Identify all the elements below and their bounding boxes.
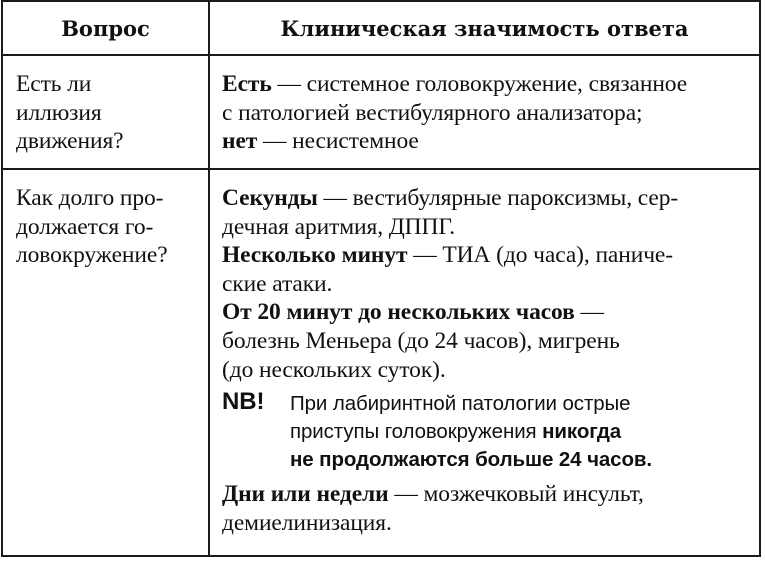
duration-item-seconds: [222, 184, 757, 241]
answer-line: [222, 70, 757, 99]
row1-question: [16, 70, 206, 156]
question-line: Есть ли: [16, 71, 92, 97]
question-line: должается го-: [16, 213, 154, 240]
column-divider: [208, 2, 210, 555]
answer-text: — мозжечковый инсульт,: [388, 481, 644, 508]
answer-line: [222, 99, 757, 128]
answer-text: — ТИА (до часа), паниче-: [407, 242, 673, 269]
nb-emphasis: никогда: [542, 420, 622, 444]
answer-text: — системное головокружение, связанное: [271, 71, 688, 97]
answer-text: ские атаки.: [222, 270, 333, 297]
question-line: ловокружение?: [16, 242, 168, 269]
nb-text: При лабиринтной патологии острые: [290, 392, 631, 416]
row-divider: [3, 168, 759, 170]
header-significance: Клиническая значимость ответа: [280, 16, 689, 41]
answer-line: [222, 127, 757, 156]
duration-item-hours: [222, 298, 757, 384]
answer-keyword: Есть: [222, 71, 272, 97]
answer-keyword: Несколько минут: [222, 242, 408, 269]
question-line: движения?: [16, 128, 124, 155]
answer-keyword: Дни или недели: [222, 481, 389, 508]
duration-item-days: [222, 480, 757, 537]
answer-text: (до нескольких суток).: [222, 356, 446, 383]
row2-answer: [222, 184, 757, 537]
answer-text: — вестибулярные пароксизмы, сер-: [317, 185, 679, 211]
question-line: Как долго про-: [16, 185, 164, 211]
header-question: Вопрос: [61, 16, 150, 41]
nb-note: [222, 390, 757, 474]
answer-text: дечная аритмия, ДППГ.: [222, 213, 456, 240]
clinical-table: [1, 0, 761, 557]
answer-keyword: От 20 минут до нескольких часов: [222, 299, 575, 326]
question-line: иллюзия: [16, 99, 102, 126]
header-divider: [3, 54, 759, 56]
answer-text: болезнь Меньера (до 24 часов), мигрень: [222, 327, 620, 354]
nb-emphasis: не продолжаются больше 24 часов.: [290, 448, 652, 472]
nb-text: приступы головокружения: [290, 420, 543, 444]
row2-question: [16, 184, 206, 270]
answer-text: — несистемное: [257, 128, 419, 155]
row1-answer: [222, 70, 757, 156]
answer-keyword: нет: [222, 128, 258, 155]
duration-item-minutes: [222, 241, 757, 298]
answer-text: —: [574, 299, 604, 326]
nb-label: NB!: [222, 388, 265, 416]
answer-text: демиелинизация.: [222, 509, 392, 536]
answer-keyword: Секунды: [222, 185, 318, 211]
answer-text: с патологией вестибулярного анализатора;: [222, 99, 643, 126]
